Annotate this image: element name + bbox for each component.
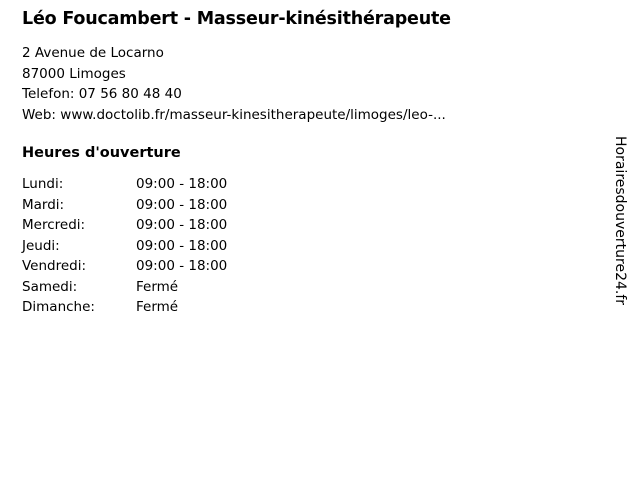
address-street: 2 Avenue de Locarno: [22, 45, 164, 61]
day-hours: 09:00 - 18:00: [136, 217, 228, 233]
table-row: [22, 197, 276, 218]
day-label: Dimanche:: [22, 299, 95, 315]
table-row: [22, 176, 276, 197]
day-label: Vendredi:: [22, 258, 87, 274]
day-hours: 09:00 - 18:00: [136, 196, 228, 213]
day-label: Mardi:: [22, 196, 65, 213]
site-watermark: Horairesdouverture24.fr: [612, 136, 628, 306]
address-block: [22, 43, 446, 125]
table-row: [22, 238, 276, 259]
table-row: [22, 217, 276, 238]
website-line: Web: www.doctolib.fr/masseur-kinesitherapeute/limoges/leo-...: [22, 106, 446, 123]
table-row: [22, 279, 276, 300]
day-label: Mercredi:: [22, 217, 86, 233]
day-label: Lundi:: [22, 176, 64, 192]
day-hours: 09:00 - 18:00: [136, 258, 228, 274]
phone-line: Telefon: 07 56 80 48 40: [22, 86, 182, 102]
opening-hours-table: [22, 176, 276, 320]
day-hours: Fermé: [136, 278, 179, 295]
day-hours: 09:00 - 18:00: [136, 237, 228, 254]
day-label: Jeudi:: [22, 237, 60, 254]
table-row: [22, 299, 276, 320]
day-label: Samedi:: [22, 278, 78, 295]
day-hours: 09:00 - 18:00: [136, 176, 228, 192]
table-row: [22, 258, 276, 279]
day-hours: Fermé: [136, 299, 179, 315]
opening-hours-heading: Heures d'ouverture: [22, 145, 181, 161]
page-title: Léo Foucambert - Masseur-kinésithérapeute: [22, 9, 451, 29]
address-city: 87000 Limoges: [22, 65, 126, 82]
